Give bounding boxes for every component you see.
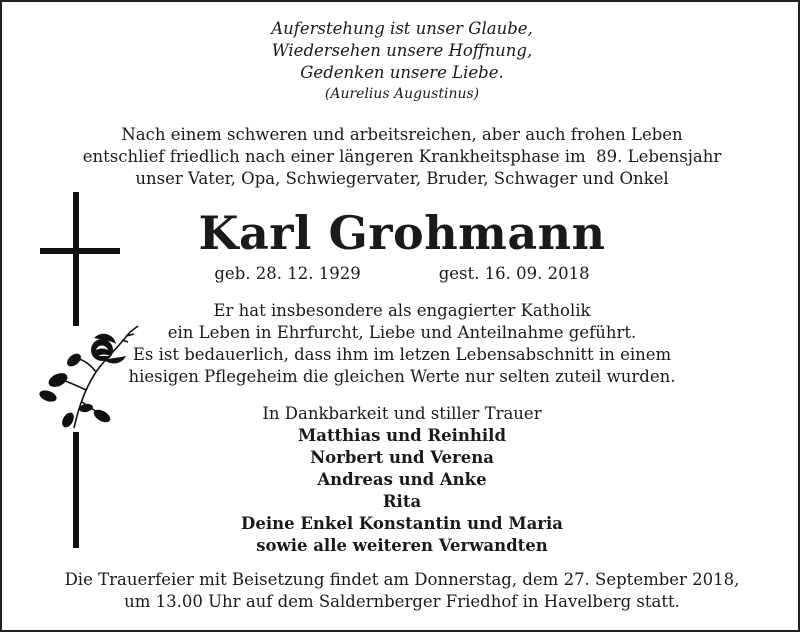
life-dates xyxy=(2,264,800,284)
quote-line: Wiedersehen unsere Hoffnung, xyxy=(271,41,533,60)
mourner-name: Deine Enkel Konstantin und Maria xyxy=(241,514,563,533)
intro-line: entschlief friedlich nach einer längeren Krankheitsphase im 89. Lebensjahr xyxy=(82,147,722,166)
tribute-line: Er hat insbesondere als engagierter Katholik xyxy=(213,301,591,320)
tribute-text xyxy=(2,300,800,388)
mourner-name: Norbert und Verena xyxy=(310,448,494,467)
intro-line: Nach einem schweren und arbeitsreichen, aber auch frohen Leben xyxy=(121,125,683,144)
mourner-name: Andreas und Anke xyxy=(317,470,487,489)
funeral-service-info xyxy=(2,569,800,613)
mourner-name: Matthias und Reinhild xyxy=(297,426,506,445)
mourners-list xyxy=(2,403,800,557)
quote-line: Auferstehung ist unser Glaube, xyxy=(271,19,533,38)
tribute-line: Es ist bedauerlich, dass ihm im letzen Lebensabschnitt in einem xyxy=(132,345,672,364)
memorial-quote xyxy=(2,18,800,104)
service-line: um 13.00 Uhr auf dem Saldernberger Friedhof in Havelberg statt. xyxy=(124,592,680,611)
intro-text xyxy=(2,124,800,190)
mourner-name: Rita xyxy=(382,492,422,511)
tribute-line: hiesigen Pflegeheim die gleichen Werte nur selten zuteil wurden. xyxy=(128,367,676,386)
mourner-name: sowie alle weiteren Verwandten xyxy=(256,536,548,555)
service-line: Die Trauerfeier mit Beisetzung findet am Donnerstag, dem 27. September 2018, xyxy=(64,570,740,589)
tribute-line: ein Leben in Ehrfurcht, Liebe und Anteilnahme geführt. xyxy=(167,323,637,342)
mourners-heading: In Dankbarkeit und stiller Trauer xyxy=(262,404,542,423)
quote-line: Gedenken unsere Liebe. xyxy=(300,63,504,82)
birth-date: geb. 28. 12. 1929 xyxy=(214,264,361,283)
deceased-name: Karl Grohmann xyxy=(198,206,606,260)
death-date: gest. 16. 09. 2018 xyxy=(438,264,590,283)
quote-author: (Aurelius Augustinus) xyxy=(324,86,480,102)
intro-line: unser Vater, Opa, Schwiegervater, Bruder, Schwager und Onkel xyxy=(135,169,669,188)
